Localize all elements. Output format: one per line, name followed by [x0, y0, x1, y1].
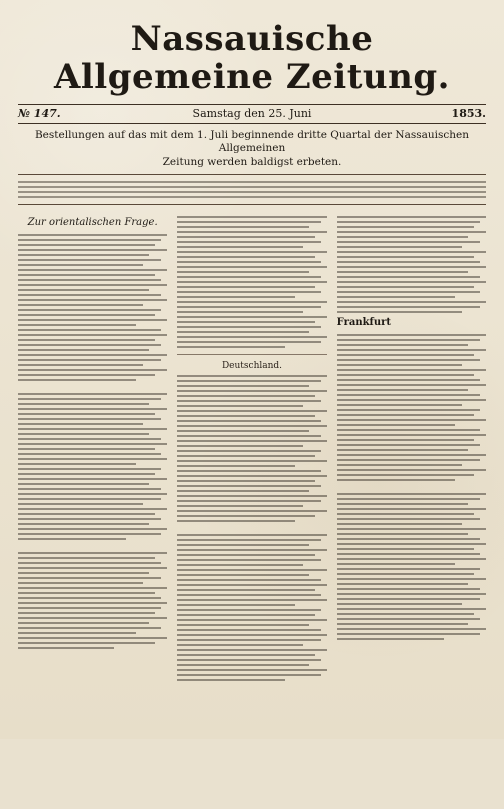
text-line: [18, 294, 161, 296]
text-line: [177, 440, 326, 442]
text-line: [177, 331, 308, 333]
right-column-heading: Frankfurt: [336, 317, 391, 328]
text-line: [177, 286, 314, 288]
text-line: [177, 520, 295, 522]
text-line: [337, 251, 486, 253]
text-line: [18, 617, 167, 619]
text-line: [337, 266, 486, 268]
text-line: [18, 642, 155, 644]
text-line: [337, 261, 480, 263]
text-line: [177, 221, 320, 223]
paragraph-gap: [18, 384, 167, 390]
dateline-row: [18, 104, 486, 124]
text-line: [177, 460, 326, 462]
text-line: [18, 324, 136, 326]
intro-line: [18, 181, 486, 183]
text-line: [18, 552, 167, 554]
text-line: [18, 582, 143, 584]
text-line: [177, 425, 326, 427]
text-line: [337, 384, 486, 386]
text-line: [337, 459, 480, 461]
text-line: [177, 515, 314, 517]
text-line: [177, 465, 295, 467]
publication-date: Samstag den 25. Juni: [192, 107, 312, 120]
text-line: [177, 500, 320, 502]
text-line: [177, 261, 320, 263]
text-line: [177, 594, 320, 596]
text-line: [177, 679, 285, 681]
text-line: [337, 369, 486, 371]
text-line: [18, 274, 155, 276]
text-line: [337, 434, 486, 436]
text-line: [18, 319, 167, 321]
text-line: [18, 622, 149, 624]
publication-year: 1853.: [451, 107, 486, 120]
text-line: [337, 618, 480, 620]
text-line: [337, 548, 474, 550]
article-columns: [18, 213, 486, 809]
text-line: [177, 659, 320, 661]
middle-top-text: [177, 216, 326, 348]
text-line: [18, 284, 167, 286]
text-line: [337, 449, 468, 451]
text-line: [337, 339, 480, 341]
text-line: [18, 607, 161, 609]
text-line: [177, 400, 320, 402]
text-line: [18, 349, 149, 351]
text-line: [337, 311, 462, 313]
text-line: [18, 259, 161, 261]
text-line: [337, 538, 480, 540]
paragraph-gap: [18, 543, 167, 549]
text-line: [177, 291, 320, 293]
text-line: [18, 448, 155, 450]
text-line: [337, 231, 486, 233]
text-line: [18, 379, 136, 381]
middle-bottom-text: [177, 375, 326, 681]
text-line: [177, 654, 314, 656]
text-line: [177, 609, 320, 611]
text-line: [18, 408, 167, 410]
left-column-text: [18, 234, 167, 649]
text-line: [18, 369, 167, 371]
middle-column: [177, 213, 326, 809]
intro-line: [18, 191, 486, 193]
text-line: [177, 505, 302, 507]
text-line: [18, 438, 161, 440]
text-line: [18, 269, 167, 271]
text-line: [177, 420, 320, 422]
text-line: [18, 632, 136, 634]
text-line: [337, 593, 486, 595]
text-line: [337, 613, 474, 615]
text-line: [337, 334, 486, 336]
text-line: [177, 246, 302, 248]
text-line: [337, 493, 486, 495]
text-line: [337, 623, 468, 625]
text-line: [177, 216, 326, 218]
text-line: [18, 299, 167, 301]
text-line: [177, 375, 326, 377]
text-line: [177, 346, 285, 348]
text-line: [177, 236, 314, 238]
text-line: [337, 598, 480, 600]
text-line: [18, 329, 161, 331]
text-line: [177, 445, 302, 447]
text-line: [177, 649, 326, 651]
text-line: [337, 221, 480, 223]
text-line: [337, 389, 468, 391]
text-line: [18, 478, 167, 480]
text-line: [337, 306, 480, 308]
text-line: [18, 344, 161, 346]
paragraph-gap: [177, 525, 326, 531]
text-line: [337, 301, 486, 303]
text-line: [337, 464, 462, 466]
text-line: [18, 374, 155, 376]
text-line: [18, 612, 155, 614]
text-line: [337, 296, 455, 298]
intro-line: [18, 186, 486, 188]
text-line: [177, 316, 326, 318]
text-line: [337, 603, 462, 605]
text-line: [337, 588, 480, 590]
text-line: [18, 364, 143, 366]
text-line: [18, 309, 161, 311]
text-line: [18, 264, 143, 266]
text-line: [177, 485, 320, 487]
text-line: [177, 415, 314, 417]
text-line: [177, 326, 320, 328]
text-line: [18, 403, 149, 405]
text-line: [337, 503, 468, 505]
text-line: [18, 413, 155, 415]
text-line: [337, 281, 486, 283]
text-line: [337, 291, 480, 293]
text-line: [337, 638, 445, 640]
text-line: [18, 453, 161, 455]
masthead-title: Nassauische Allgemeine Zeitung.: [54, 19, 450, 97]
text-line: [337, 236, 468, 238]
text-line: [337, 498, 480, 500]
text-line: [18, 398, 161, 400]
text-line: [337, 508, 486, 510]
right-bottom-text: [337, 334, 486, 640]
middle-column-heading: Deutschland.: [221, 361, 283, 371]
text-line: [18, 602, 167, 604]
text-line: [337, 349, 486, 351]
text-line: [18, 463, 136, 465]
text-line: [337, 583, 468, 585]
text-line: [18, 523, 149, 525]
text-line: [177, 281, 326, 283]
text-line: [18, 513, 155, 515]
text-line: [18, 538, 126, 540]
text-line: [337, 399, 486, 401]
text-line: [177, 589, 314, 591]
notice-line-2: Zeitung werden baldigst erbeten.: [162, 156, 342, 168]
text-line: [337, 404, 462, 406]
text-line: [18, 418, 161, 420]
text-line: [337, 216, 486, 218]
text-line: [18, 244, 155, 246]
text-line: [337, 364, 462, 366]
text-line: [337, 271, 468, 273]
text-line: [177, 256, 314, 258]
text-line: [177, 475, 326, 477]
text-line: [18, 314, 155, 316]
text-line: [177, 579, 320, 581]
text-line: [18, 359, 161, 361]
text-line: [177, 410, 326, 412]
text-line: [177, 629, 320, 631]
text-line: [177, 639, 320, 641]
text-line: [18, 304, 143, 306]
text-line: [18, 483, 149, 485]
text-line: [18, 647, 114, 649]
text-line: [337, 518, 480, 520]
text-line: [18, 498, 161, 500]
text-line: [337, 578, 486, 580]
text-line: [18, 637, 167, 639]
text-line: [177, 674, 320, 676]
subscription-notice: [18, 129, 486, 169]
text-line: [337, 354, 474, 356]
text-line: [18, 473, 155, 475]
text-line: [18, 493, 167, 495]
text-line: [337, 276, 480, 278]
text-line: [337, 359, 480, 361]
text-line: [177, 301, 326, 303]
text-line: [337, 256, 474, 258]
text-line: [177, 311, 302, 313]
text-line: [337, 241, 480, 243]
text-line: [18, 587, 167, 589]
text-line: [177, 266, 326, 268]
text-line: [177, 296, 295, 298]
text-line: [18, 518, 161, 520]
text-line: [177, 380, 320, 382]
text-line: [337, 474, 474, 476]
text-line: [177, 604, 295, 606]
text-line: [177, 664, 308, 666]
text-line: [18, 254, 149, 256]
text-line: [18, 597, 161, 599]
text-line: [18, 279, 161, 281]
text-line: [177, 430, 308, 432]
text-line: [18, 393, 167, 395]
text-line: [18, 592, 155, 594]
text-line: [177, 276, 320, 278]
text-line: [18, 334, 167, 336]
text-line: [18, 443, 167, 445]
text-line: [177, 231, 326, 233]
text-line: [18, 339, 155, 341]
text-line: [337, 374, 474, 376]
text-line: [177, 539, 320, 541]
text-line: [337, 513, 474, 515]
text-line: [177, 480, 314, 482]
text-line: [18, 562, 161, 564]
text-line: [177, 455, 314, 457]
text-line: [337, 444, 480, 446]
left-column: [18, 213, 167, 809]
right-top-text: [337, 216, 486, 313]
text-line: [337, 573, 474, 575]
text-line: [177, 614, 314, 616]
text-line: [177, 450, 320, 452]
text-line: [177, 619, 326, 621]
text-line: [18, 289, 149, 291]
text-line: [177, 385, 308, 387]
text-line: [337, 414, 474, 416]
text-line: [18, 468, 161, 470]
text-line: [337, 469, 486, 471]
text-line: [177, 559, 320, 561]
text-line: [177, 271, 308, 273]
right-column: [337, 213, 486, 809]
text-line: [337, 439, 474, 441]
text-line: [337, 226, 474, 228]
text-line: [18, 423, 143, 425]
text-line: [337, 543, 486, 545]
text-line: [337, 246, 462, 248]
masthead: [18, 20, 486, 96]
text-line: [337, 523, 462, 525]
text-line: [177, 435, 320, 437]
text-line: [18, 234, 167, 236]
section-rule: [177, 354, 326, 355]
text-line: [337, 558, 486, 560]
text-line: [337, 479, 455, 481]
text-line: [177, 306, 320, 308]
text-line: [177, 624, 308, 626]
text-line: [177, 544, 308, 546]
text-line: [177, 669, 326, 671]
text-line: [177, 569, 326, 571]
text-line: [18, 557, 155, 559]
text-line: [337, 533, 468, 535]
text-line: [177, 599, 326, 601]
text-line: [177, 534, 326, 536]
text-line: [177, 405, 302, 407]
text-line: [177, 574, 308, 576]
text-line: [337, 409, 480, 411]
text-line: [177, 495, 326, 497]
text-line: [177, 395, 314, 397]
text-line: [18, 458, 167, 460]
intro-line: [18, 196, 486, 198]
text-line: [177, 226, 308, 228]
text-line: [337, 379, 480, 381]
text-line: [18, 533, 161, 535]
text-line: [337, 608, 486, 610]
text-line: [18, 488, 161, 490]
text-line: [177, 584, 326, 586]
text-line: [177, 390, 326, 392]
text-line: [18, 354, 167, 356]
text-line: [177, 554, 314, 556]
text-line: [18, 428, 167, 430]
text-line: [18, 572, 149, 574]
text-line: [177, 336, 326, 338]
text-line: [177, 510, 326, 512]
text-line: [18, 567, 167, 569]
text-line: [337, 568, 480, 570]
text-line: [177, 564, 302, 566]
intro-text-lines: [18, 181, 486, 198]
text-line: [337, 419, 486, 421]
text-line: [337, 394, 480, 396]
text-line: [18, 249, 167, 251]
text-line: [177, 549, 326, 551]
text-line: [337, 553, 480, 555]
text-line: [337, 424, 455, 426]
text-line: [177, 490, 308, 492]
paragraph-gap: [337, 484, 486, 490]
text-line: [177, 241, 320, 243]
text-line: [337, 528, 486, 530]
text-line: [177, 634, 326, 636]
text-line: [177, 644, 302, 646]
text-line: [337, 628, 486, 630]
text-line: [18, 503, 143, 505]
text-line: [337, 563, 455, 565]
text-line: [177, 470, 320, 472]
text-line: [337, 454, 486, 456]
text-line: [18, 528, 167, 530]
left-column-heading: Zur orientalischen Frage.: [27, 217, 158, 228]
text-line: [337, 633, 480, 635]
text-line: [18, 239, 161, 241]
text-line: [177, 341, 320, 343]
text-line: [177, 251, 326, 253]
text-line: [18, 433, 149, 435]
text-line: [18, 508, 167, 510]
text-line: [337, 429, 480, 431]
issue-number: № 147.: [18, 107, 61, 120]
text-line: [18, 577, 161, 579]
notice-line-1: Bestellungen auf das mit dem 1. Juli beginnende dritte Quartal der Nassauischen Allgemeinen: [34, 129, 470, 154]
text-line: [18, 627, 161, 629]
text-line: [337, 344, 468, 346]
text-line: [177, 321, 314, 323]
intro-text-strip: [18, 174, 486, 205]
text-line: [337, 286, 474, 288]
